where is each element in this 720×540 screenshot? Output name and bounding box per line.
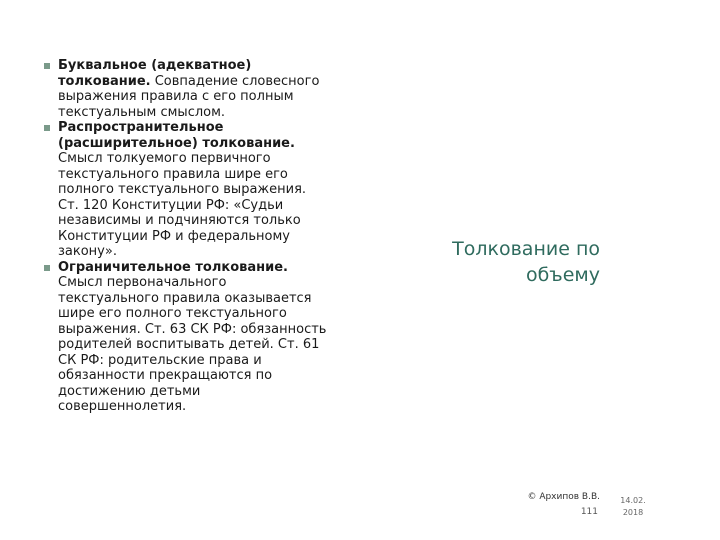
bullet-list: [44, 58, 329, 415]
item-term: Ограничительное толкование.: [58, 259, 288, 275]
list-item: [44, 260, 329, 415]
slide-date: [616, 495, 650, 519]
item-description: Смысл первоначального текстуального правила оказывается шире его полного текстуального выражения. Ст. 63 СК РФ: обязанность родителей воспитывать детей. Ст. 61 СК РФ: родительские права и обязанности прекращаются по достижению детьми совершеннолетия.: [58, 275, 327, 414]
author-credit: © Архипов В.В.: [527, 492, 600, 502]
list-item: [44, 58, 329, 120]
square-bullet-icon: [44, 265, 50, 271]
list-item: [44, 120, 329, 260]
date-line: 2018: [622, 508, 644, 517]
square-bullet-icon: [44, 125, 50, 131]
item-term: Буквальное (адекватное) толкование.: [58, 58, 252, 89]
date-line: 14.02.: [620, 496, 646, 505]
square-bullet-icon: [44, 63, 50, 69]
page-number: 111: [580, 507, 598, 517]
slide-title-line: Толкование по: [452, 238, 600, 260]
slide-title: [420, 236, 600, 288]
slide-title-line: объему: [525, 264, 600, 286]
item-description: Смысл толкуемого первичного текстуального правила шире его полного текстуального выражения. Ст. 120 Конституции РФ: «Судьи независимы и подчиняются только Конституции РФ и федеральному закону».: [58, 151, 307, 259]
item-term: Распространительное (расширительное) толкование.: [58, 120, 295, 151]
item-description: Совпадение словесного выражения правила с его полным текстуальным смыслом.: [58, 73, 320, 120]
